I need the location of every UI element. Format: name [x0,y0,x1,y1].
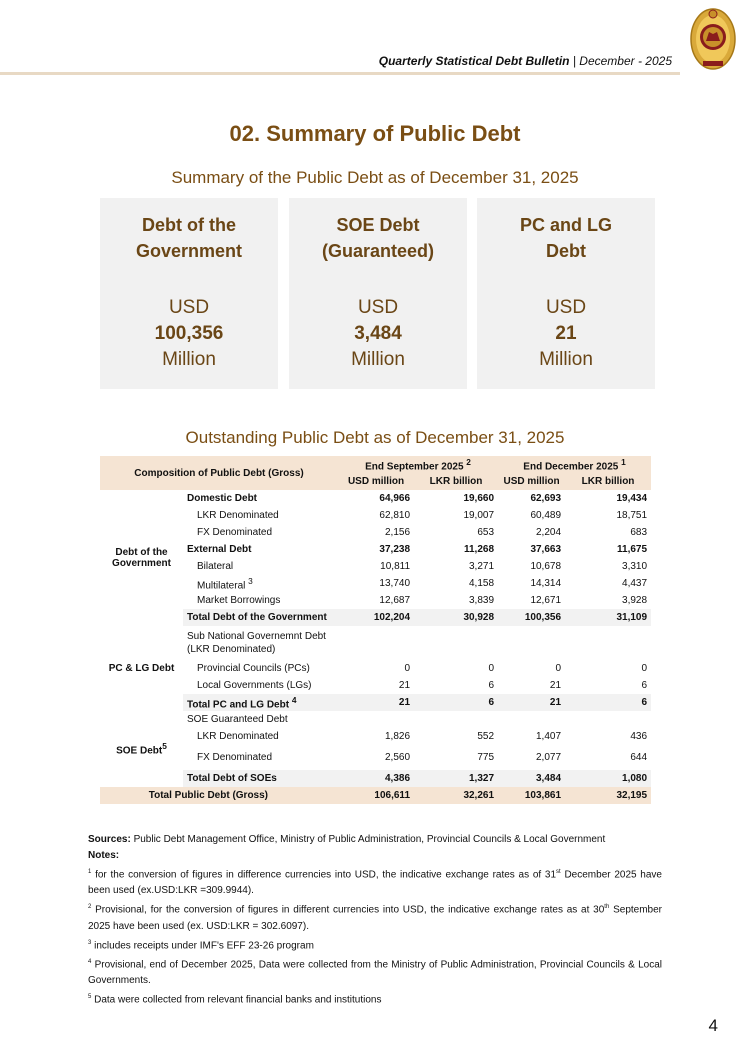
composition-header: Composition of Public Debt (Gross) [100,456,338,490]
note-2: $^2$ Provisional, for the conversion of figures in different currencies into USD, the indicative exchange rates as at 30th September 2025 have been used (ex. USD:LKR = 302.6097). [88,904,662,932]
national-emblem-icon [689,5,737,73]
table-row-total-pclg: Total PC and LG Debt $^4$ 21 6 21 6 [100,694,651,711]
debt-table [100,456,651,804]
table-row: PC & LG Debt Sub National Governemnt Debt (LKR Denominated) [100,626,651,660]
page-title: 02. Summary of Public Debt [229,121,521,146]
table-row-total-government: Total Debt of the Government 102,204 30,928 100,356 31,109 [100,609,651,626]
table-row: FX Denominated 2,560 775 2,077 644 [197,752,648,763]
card-title: PC and LG Debt [519,215,612,261]
card-value: USD 3,484 Million [351,297,405,370]
table-header-row [100,456,651,473]
note-1: $^1$ for the conversion of figures in difference currencies into USD, the indicative exchange rates as of 31st December 2025 have been used (ex.USD:LKR =309.9944). [88,869,662,897]
table-row: LKR Denominated 1,826 552 1,407 436 [197,731,648,742]
bulletin-period: December - 2025 [579,54,672,68]
note-3: $^3$ includes receipts under IMF's EFF 23-26 program [88,939,314,951]
period2-header: End December 2025 $^1$ [498,456,651,473]
card-soe-debt [289,198,467,389]
header-rule [0,72,680,75]
group-pclg: PC & LG Debt [108,663,175,674]
table-row: Market Borrowings 12,687 3,839 12,671 3,928 [197,595,648,606]
page-header [0,52,680,74]
card-value: USD 100,356 Million [154,297,224,370]
table-row-total-public-debt: Total Public Debt (Gross) 106,611 32,261 103,861 32,195 [100,787,651,804]
notes-section [88,832,662,1009]
page-number: 4 [708,1016,718,1035]
header-text [379,54,672,68]
sources-line: Sources: Public Debt Management Office, Ministry of Public Administration, Provincial Councils & Local Government [88,834,606,845]
table-row: Local Governments (LGs) 21 6 21 6 [197,680,648,691]
card-title: Debt of the Government [135,215,243,261]
table-row: Multilateral $^3$ 13,740 4,158 14,314 4,437 [197,575,648,592]
table-row: Debt of the Government Domestic Debt 64,966 19,660 62,693 19,434 [100,490,651,507]
table-row: FX Denominated 2,156 653 2,204 683 [197,527,648,538]
note-5: $^5$ Data were collected from relevant financial banks and institutions [88,994,382,1006]
table-row: Bilateral 10,811 3,271 10,678 3,310 [197,561,648,572]
card-pclg-debt [477,198,655,389]
note-4: $^4$ Provisional, end of December 2025, Data were collected from the Ministry of Public Administration, Provincial Councils & Local Governments. [88,958,662,987]
period1-header: End September 2025 $^2$ [338,456,498,473]
card-title: SOE Debt (Guaranteed) [321,215,435,261]
table-row-total-soe: Total Debt of SOEs 4,386 1,327 3,484 1,080 [100,770,651,787]
group-soe: SOE Debt$^5$ [116,741,167,757]
card-government-debt [100,198,278,389]
table-heading: Outstanding Public Debt as of December 31, 2025 [185,428,565,447]
table-row: SOE Debt$^5$ SOE Guaranteed Debt [100,711,651,728]
table-row: LKR Denominated 62,810 19,007 60,489 18,751 [197,510,648,521]
table-row: External Debt 37,238 11,268 37,663 11,675 [187,544,648,555]
header-separator: | [569,54,580,68]
bulletin-name: Quarterly Statistical Debt Bulletin [378,54,570,68]
card-value: USD 21 Million [539,297,593,370]
table-row: Provincial Councils (PCs) 0 0 0 0 [197,663,648,674]
group-government: Debt of the Government [112,547,171,569]
summary-heading: Summary of the Public Debt as of December 31, 2025 [171,168,579,187]
notes-label: Notes: [88,850,120,861]
table-subheader-row: USD million LKR billion USD million LKR billion [100,473,651,490]
